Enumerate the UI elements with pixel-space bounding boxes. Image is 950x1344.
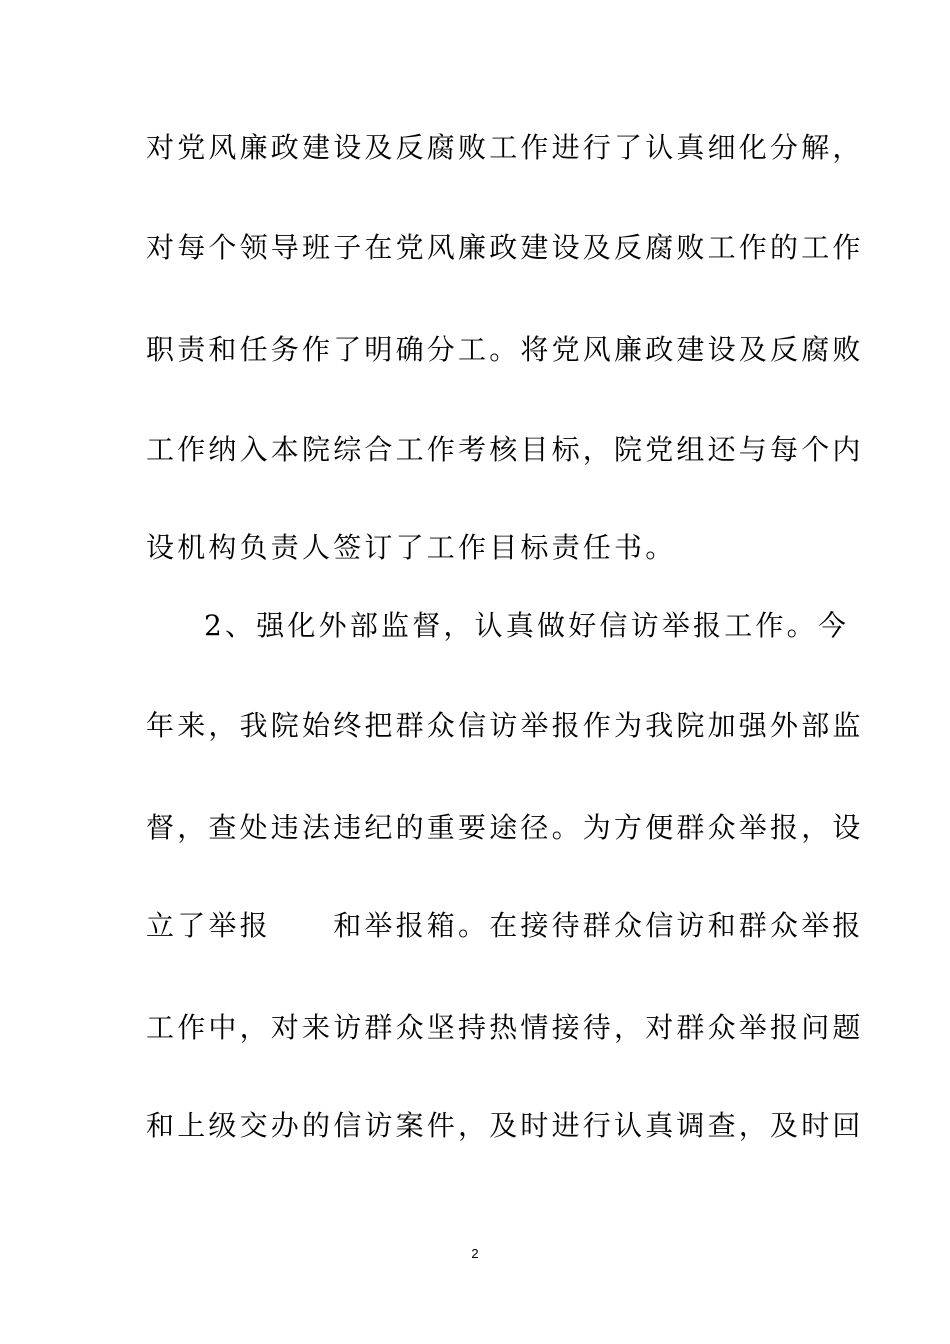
text-line-2: 对每个领导班子在党风廉政建设及反腐败工作的工作 xyxy=(146,231,864,264)
text-line-1: 对党风廉政建设及反腐败工作进行了认真细化分解， xyxy=(146,131,864,164)
text-line-8: 督，查处违法违纪的重要途径。为方便群众举报，设 xyxy=(146,811,864,844)
text-line-10: 工作中，对来访群众坚持热情接待，对群众举报问题 xyxy=(146,1011,864,1044)
text-line-5: 设机构负责人签订了工作目标责任书。 xyxy=(146,531,677,564)
paragraph-2-first-line: 2、强化外部监督，认真做好信访举报工作。今 xyxy=(204,609,850,642)
text-line-7: 年来，我院始终把群众信访举报作为我院加强外部监 xyxy=(146,709,864,742)
page-number: 2 xyxy=(471,1246,479,1261)
text-line-3: 职责和任务作了明确分工。将党风廉政建设及反腐败 xyxy=(146,333,864,366)
text-line-4: 工作纳入本院综合工作考核目标，院党组还与每个内 xyxy=(146,433,864,466)
text-line-11: 和上级交办的信访案件，及时进行认真调查，及时回 xyxy=(146,1109,864,1142)
text-line-9: 立了举报 和举报箱。在接待群众信访和群众举报 xyxy=(146,909,864,942)
